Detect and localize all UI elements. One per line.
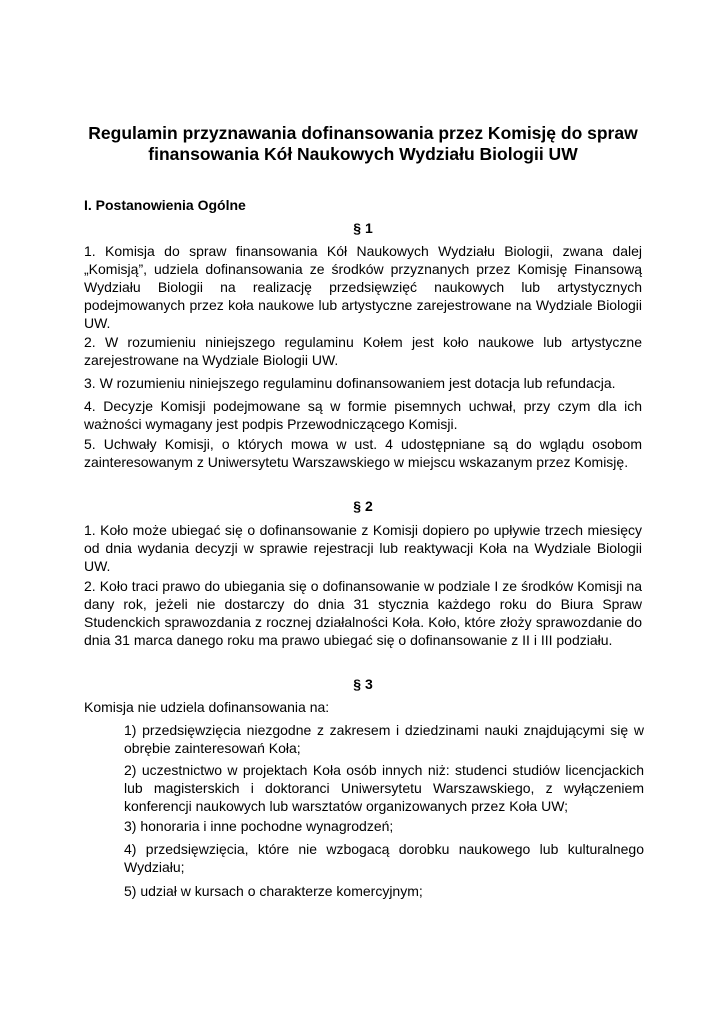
section-3-item-1: 1) przedsięwzięcia niezgodne z zakresem i dziedzinami nauki znajdującymi się w obrębie zainteresowań Koła; [124, 722, 644, 756]
section-1-paragraph-1: 1. Komisja do spraw finansowania Kół Naukowych Wydziału Biologii, zwana dalej „Komisją”, udziela dofinansowania ze środków przyznanych przez Komisję Finansową Wydziału Biologii na realizację przedsięwzięć naukowych lub artystycznych podejmowanych przez koła naukowe lub artystyczne zarejestrowane na Wydziale Biologii UW. [84, 243, 642, 331]
section-mark-1: § 1 [353, 220, 373, 236]
section-1-paragraph-5: 5. Uchwały Komisji, o których mowa w ust. 4 udostępniane są do wglądu osobom zainteresowanym z Uniwersytetu Warszawskiego w miejscu wskazanym przez Komisję. [84, 436, 642, 470]
section-2-paragraph-2: 2. Koło traci prawo do ubiegania się o dofinansowanie w podziale I ze środków Komisji na dany rok, jeżeli nie dostarczy do dnia 31 stycznia każdego roku do Biura Spraw Studenckich sprawozdania z rocznej działalności Koła. Koło, które złoży sprawozdanie do dnia 31 marca danego roku ma prawo ubiegać się o dofinansowanie z II i III podziału. [84, 578, 642, 648]
section-3-item-4: 4) przedsięwzięcia, które nie wzbogacą dorobku naukowego lub kulturalnego Wydziału; [124, 841, 644, 875]
section-mark-2: § 2 [353, 498, 373, 514]
section-2-paragraph-1: 1. Koło może ubiegać się o dofinansowanie z Komisji dopiero po upływie trzech miesięcy od dnia wydania decyzji w sprawie rejestracji lub reaktywacji Koła na Wydziale Biologii UW. [84, 522, 642, 574]
section-3-item-5: 5) udział w kursach o charakterze komercyjnym; [124, 883, 423, 899]
document-title: Regulamin przyznawania dofinansowania przez Komisję do spraw finansowania Kół Naukowych Wydziału Biologii UW [88, 123, 638, 164]
section-3-item-3: 3) honoraria i inne pochodne wynagrodzeń; [124, 818, 394, 834]
section-1-paragraph-2: 2. W rozumieniu niniejszego regulaminu Kołem jest koło naukowe lub artystyczne zarejestrowane na Wydziale Biologii UW. [84, 334, 642, 368]
section-mark-3: § 3 [353, 676, 373, 692]
section-3-intro: Komisja nie udziela dofinansowania na: [84, 699, 330, 715]
section-1-paragraph-4: 4. Decyzje Komisji podejmowane są w formie pisemnych uchwał, przy czym dla ich ważności wymagany jest podpis Przewodniczącego Komisji. [84, 398, 642, 432]
section-3-item-2: 2) uczestnictwo w projektach Koła osób innych niż: studenci studiów licencjackich lub magisterskich i doktoranci Uniwersytetu Warszawskiego, z wyłączeniem konferencji naukowych lub warsztatów organizowanych przez Koła UW; [124, 762, 644, 814]
chapter-heading: I. Postanowienia Ogólne [84, 197, 246, 213]
section-1-paragraph-3: 3. W rozumieniu niniejszego regulaminu dofinansowaniem jest dotacja lub refundacja. [84, 375, 616, 391]
